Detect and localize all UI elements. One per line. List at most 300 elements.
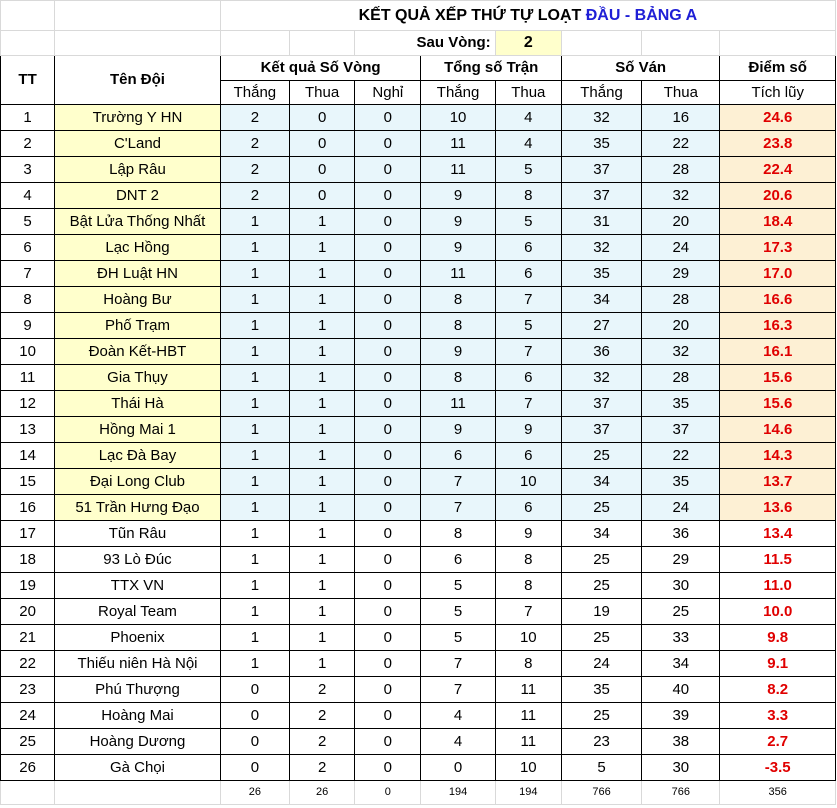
game-loss-cell[interactable]: 24 — [642, 495, 720, 521]
round-win-cell[interactable]: 1 — [220, 443, 289, 469]
header-points: Điểm số — [720, 56, 836, 81]
game-loss-cell[interactable]: 35 — [642, 391, 720, 417]
team-name-cell[interactable]: Tũn Râu — [55, 521, 221, 547]
game-win-cell[interactable]: 37 — [561, 391, 641, 417]
round-win-cell[interactable]: 1 — [220, 417, 289, 443]
round-loss-cell[interactable]: 1 — [290, 417, 355, 443]
game-loss-cell[interactable]: 20 — [642, 313, 720, 339]
points-cell[interactable]: 3.3 — [720, 703, 836, 729]
match-loss-cell[interactable]: 9 — [495, 417, 561, 443]
total-rw-cell[interactable]: 26 — [220, 781, 289, 805]
rank-cell[interactable]: 12 — [1, 391, 55, 417]
team-name-cell[interactable]: Hoàng Mai — [55, 703, 221, 729]
match-loss-cell[interactable]: 11 — [495, 677, 561, 703]
round-win-cell[interactable]: 0 — [220, 755, 289, 781]
match-win-cell[interactable]: 9 — [421, 417, 495, 443]
game-win-cell[interactable]: 37 — [561, 183, 641, 209]
round-loss-cell[interactable]: 1 — [290, 287, 355, 313]
team-name-cell[interactable]: Thiếu niên Hà Nội — [55, 651, 221, 677]
table-row — [1, 287, 836, 313]
round-rest-cell[interactable]: 0 — [355, 339, 421, 365]
game-loss-cell[interactable]: 33 — [642, 625, 720, 651]
team-name-cell[interactable]: Royal Team — [55, 599, 221, 625]
game-loss-cell[interactable]: 28 — [642, 365, 720, 391]
rank-cell[interactable]: 8 — [1, 287, 55, 313]
round-value[interactable]: 2 — [495, 31, 561, 56]
game-win-cell[interactable]: 37 — [561, 157, 641, 183]
points-cell[interactable]: 17.3 — [720, 235, 836, 261]
round-rest-cell[interactable]: 0 — [355, 365, 421, 391]
match-win-cell[interactable]: 11 — [421, 261, 495, 287]
rank-cell[interactable]: 6 — [1, 235, 55, 261]
game-win-cell[interactable]: 25 — [561, 625, 641, 651]
round-loss-cell[interactable]: 1 — [290, 469, 355, 495]
team-name-cell[interactable]: 93 Lò Đúc — [55, 547, 221, 573]
match-loss-cell[interactable]: 7 — [495, 339, 561, 365]
rank-cell[interactable]: 10 — [1, 339, 55, 365]
points-cell[interactable]: 17.0 — [720, 261, 836, 287]
game-loss-cell[interactable]: 22 — [642, 443, 720, 469]
round-loss-cell[interactable]: 1 — [290, 495, 355, 521]
points-cell[interactable]: 9.1 — [720, 651, 836, 677]
match-win-cell[interactable]: 6 — [421, 547, 495, 573]
match-win-cell[interactable]: 7 — [421, 469, 495, 495]
match-loss-cell[interactable]: 8 — [495, 651, 561, 677]
rank-cell[interactable]: 20 — [1, 599, 55, 625]
game-loss-cell[interactable]: 40 — [642, 677, 720, 703]
table-row — [1, 105, 836, 131]
game-win-cell[interactable]: 25 — [561, 703, 641, 729]
title-part-2: ĐẦU - BẢNG A — [585, 7, 698, 24]
points-cell[interactable]: 24.6 — [720, 105, 836, 131]
points-cell[interactable]: 20.6 — [720, 183, 836, 209]
game-win-cell[interactable]: 23 — [561, 729, 641, 755]
round-label: Sau Vòng: — [355, 31, 495, 56]
match-win-cell[interactable]: 9 — [421, 339, 495, 365]
game-loss-cell[interactable]: 30 — [642, 573, 720, 599]
game-loss-cell[interactable]: 29 — [642, 547, 720, 573]
round-loss-cell[interactable]: 1 — [290, 235, 355, 261]
round-win-cell[interactable]: 1 — [220, 573, 289, 599]
round-rest-cell[interactable]: 0 — [355, 443, 421, 469]
game-win-cell[interactable]: 31 — [561, 209, 641, 235]
round-rest-cell[interactable]: 0 — [355, 677, 421, 703]
match-loss-cell[interactable]: 10 — [495, 469, 561, 495]
rank-cell[interactable]: 19 — [1, 573, 55, 599]
round-win-cell[interactable]: 1 — [220, 599, 289, 625]
game-win-cell[interactable]: 24 — [561, 651, 641, 677]
points-cell[interactable]: 14.3 — [720, 443, 836, 469]
round-loss-cell[interactable]: 1 — [290, 261, 355, 287]
round-rest-cell[interactable]: 0 — [355, 235, 421, 261]
points-cell[interactable]: 16.6 — [720, 287, 836, 313]
match-win-cell[interactable]: 5 — [421, 573, 495, 599]
points-cell[interactable]: 16.3 — [720, 313, 836, 339]
match-loss-cell[interactable]: 6 — [495, 365, 561, 391]
round-rest-cell[interactable]: 0 — [355, 625, 421, 651]
game-loss-cell[interactable]: 28 — [642, 287, 720, 313]
game-win-cell[interactable]: 34 — [561, 469, 641, 495]
match-win-cell[interactable]: 5 — [421, 599, 495, 625]
round-rest-cell[interactable]: 0 — [355, 573, 421, 599]
game-loss-cell[interactable]: 20 — [642, 209, 720, 235]
table-row — [1, 599, 836, 625]
game-loss-cell[interactable]: 30 — [642, 755, 720, 781]
table-row — [1, 677, 836, 703]
sheet-title — [220, 1, 835, 31]
round-loss-cell[interactable]: 2 — [290, 677, 355, 703]
round-loss-cell[interactable]: 2 — [290, 729, 355, 755]
match-loss-cell[interactable]: 5 — [495, 313, 561, 339]
match-loss-cell[interactable]: 10 — [495, 755, 561, 781]
round-win-cell[interactable]: 2 — [220, 131, 289, 157]
game-win-cell[interactable]: 36 — [561, 339, 641, 365]
points-cell[interactable]: 14.6 — [720, 417, 836, 443]
rank-cell[interactable]: 4 — [1, 183, 55, 209]
round-rest-cell[interactable]: 0 — [355, 313, 421, 339]
game-loss-cell[interactable]: 24 — [642, 235, 720, 261]
subheader-round-loss: Thua — [290, 81, 355, 105]
match-loss-cell[interactable]: 7 — [495, 287, 561, 313]
game-win-cell[interactable]: 25 — [561, 573, 641, 599]
rank-cell[interactable]: 1 — [1, 105, 55, 131]
round-loss-cell[interactable]: 1 — [290, 547, 355, 573]
points-cell[interactable]: 15.6 — [720, 365, 836, 391]
team-name-cell[interactable]: C'Land — [55, 131, 221, 157]
game-win-cell[interactable]: 34 — [561, 521, 641, 547]
game-win-cell[interactable]: 25 — [561, 495, 641, 521]
header-tt: TT — [1, 56, 55, 105]
points-cell[interactable]: 13.6 — [720, 495, 836, 521]
match-win-cell[interactable]: 7 — [421, 651, 495, 677]
subheader-game-win: Thắng — [561, 81, 641, 105]
rank-cell[interactable]: 15 — [1, 469, 55, 495]
round-win-cell[interactable]: 1 — [220, 209, 289, 235]
round-rest-cell[interactable]: 0 — [355, 599, 421, 625]
empty-cell[interactable] — [1, 781, 55, 805]
round-win-cell[interactable]: 1 — [220, 391, 289, 417]
match-win-cell[interactable]: 0 — [421, 755, 495, 781]
points-cell[interactable]: 8.2 — [720, 677, 836, 703]
table-row — [1, 573, 836, 599]
round-win-cell[interactable]: 1 — [220, 365, 289, 391]
rank-cell[interactable]: 24 — [1, 703, 55, 729]
total-gw-cell[interactable]: 766 — [561, 781, 641, 805]
round-win-cell[interactable]: 1 — [220, 235, 289, 261]
table-row — [1, 547, 836, 573]
team-name-cell[interactable]: ĐH Luật HN — [55, 261, 221, 287]
rank-cell[interactable]: 14 — [1, 443, 55, 469]
round-win-cell[interactable]: 1 — [220, 547, 289, 573]
total-ml-cell[interactable]: 194 — [495, 781, 561, 805]
team-name-cell[interactable]: Gia Thụy — [55, 365, 221, 391]
subheader-cumulative: Tích lũy — [720, 81, 836, 105]
round-rest-cell[interactable]: 0 — [355, 105, 421, 131]
match-win-cell[interactable]: 10 — [421, 105, 495, 131]
round-win-cell[interactable]: 1 — [220, 625, 289, 651]
points-cell[interactable]: 13.4 — [720, 521, 836, 547]
table-row — [1, 417, 836, 443]
game-loss-cell[interactable]: 32 — [642, 183, 720, 209]
team-name-cell[interactable]: TTX VN — [55, 573, 221, 599]
round-win-cell[interactable]: 2 — [220, 105, 289, 131]
rank-cell[interactable]: 21 — [1, 625, 55, 651]
rank-cell[interactable]: 9 — [1, 313, 55, 339]
game-win-cell[interactable]: 19 — [561, 599, 641, 625]
round-win-cell[interactable]: 0 — [220, 729, 289, 755]
match-loss-cell[interactable]: 11 — [495, 703, 561, 729]
team-name-cell[interactable]: Phú Thượng — [55, 677, 221, 703]
team-name-cell[interactable]: Thái Hà — [55, 391, 221, 417]
title-part-1: KẾT QUẢ XẾP THỨ TỰ LOẠT — [358, 7, 586, 24]
points-cell[interactable]: 13.7 — [720, 469, 836, 495]
team-name-cell[interactable]: Hồng Mai 1 — [55, 417, 221, 443]
team-name-cell[interactable]: Gà Chọi — [55, 755, 221, 781]
round-rest-cell[interactable]: 0 — [355, 131, 421, 157]
round-rest-cell[interactable]: 0 — [355, 651, 421, 677]
points-cell[interactable]: 9.8 — [720, 625, 836, 651]
game-loss-cell[interactable]: 38 — [642, 729, 720, 755]
points-cell[interactable]: 11.0 — [720, 573, 836, 599]
points-cell[interactable]: -3.5 — [720, 755, 836, 781]
team-name-cell[interactable]: Đoàn Kết-HBT — [55, 339, 221, 365]
round-rest-cell[interactable]: 0 — [355, 287, 421, 313]
game-win-cell[interactable]: 25 — [561, 547, 641, 573]
team-name-cell[interactable]: 51 Trần Hưng Đạo — [55, 495, 221, 521]
table-row — [1, 495, 836, 521]
match-loss-cell[interactable]: 5 — [495, 157, 561, 183]
round-rest-cell[interactable]: 0 — [355, 417, 421, 443]
round-loss-cell[interactable]: 1 — [290, 391, 355, 417]
round-win-cell[interactable]: 0 — [220, 677, 289, 703]
game-loss-cell[interactable]: 22 — [642, 131, 720, 157]
round-rest-cell[interactable]: 0 — [355, 521, 421, 547]
team-name-cell[interactable]: Lạc Đà Bay — [55, 443, 221, 469]
round-rest-cell[interactable]: 0 — [355, 209, 421, 235]
rank-cell[interactable]: 22 — [1, 651, 55, 677]
round-win-cell[interactable]: 2 — [220, 157, 289, 183]
game-win-cell[interactable]: 32 — [561, 105, 641, 131]
round-rest-cell[interactable]: 0 — [355, 157, 421, 183]
rank-cell[interactable]: 5 — [1, 209, 55, 235]
round-rest-cell[interactable]: 0 — [355, 261, 421, 287]
team-name-cell[interactable]: Lập Râu — [55, 157, 221, 183]
header-games: Số Ván — [561, 56, 720, 81]
match-loss-cell[interactable]: 7 — [495, 599, 561, 625]
round-win-cell[interactable]: 1 — [220, 651, 289, 677]
game-win-cell[interactable]: 35 — [561, 131, 641, 157]
game-loss-cell[interactable]: 34 — [642, 651, 720, 677]
match-win-cell[interactable]: 11 — [421, 157, 495, 183]
match-loss-cell[interactable]: 8 — [495, 547, 561, 573]
round-win-cell[interactable]: 0 — [220, 703, 289, 729]
match-win-cell[interactable]: 7 — [421, 677, 495, 703]
match-win-cell[interactable]: 9 — [421, 183, 495, 209]
game-loss-cell[interactable]: 25 — [642, 599, 720, 625]
match-win-cell[interactable]: 8 — [421, 287, 495, 313]
round-loss-cell[interactable]: 2 — [290, 703, 355, 729]
round-loss-cell[interactable]: 1 — [290, 443, 355, 469]
round-win-cell[interactable]: 1 — [220, 521, 289, 547]
round-rest-cell[interactable]: 0 — [355, 469, 421, 495]
game-win-cell[interactable]: 34 — [561, 287, 641, 313]
rank-cell[interactable]: 23 — [1, 677, 55, 703]
match-win-cell[interactable]: 5 — [421, 625, 495, 651]
total-gl-cell[interactable]: 766 — [642, 781, 720, 805]
team-name-cell[interactable]: DNT 2 — [55, 183, 221, 209]
subheader-game-loss: Thua — [642, 81, 720, 105]
team-name-cell[interactable]: Phoenix — [55, 625, 221, 651]
total-rl-cell[interactable]: 26 — [290, 781, 355, 805]
match-win-cell[interactable]: 4 — [421, 729, 495, 755]
match-win-cell[interactable]: 11 — [421, 391, 495, 417]
game-loss-cell[interactable]: 35 — [642, 469, 720, 495]
team-name-cell[interactable]: Đại Long Club — [55, 469, 221, 495]
round-loss-cell[interactable]: 0 — [290, 131, 355, 157]
game-win-cell[interactable]: 35 — [561, 261, 641, 287]
match-loss-cell[interactable]: 6 — [495, 443, 561, 469]
team-name-cell[interactable]: Bật Lửa Thống Nhất — [55, 209, 221, 235]
rank-cell[interactable]: 3 — [1, 157, 55, 183]
total-rr-cell[interactable]: 0 — [355, 781, 421, 805]
rank-cell[interactable]: 13 — [1, 417, 55, 443]
match-win-cell[interactable]: 6 — [421, 443, 495, 469]
table-row — [1, 625, 836, 651]
total-mw-cell[interactable]: 194 — [421, 781, 495, 805]
rank-cell[interactable]: 7 — [1, 261, 55, 287]
table-row — [1, 391, 836, 417]
round-win-cell[interactable]: 1 — [220, 313, 289, 339]
round-win-cell[interactable]: 1 — [220, 495, 289, 521]
match-loss-cell[interactable]: 8 — [495, 573, 561, 599]
match-loss-cell[interactable]: 9 — [495, 521, 561, 547]
match-loss-cell[interactable]: 8 — [495, 183, 561, 209]
match-win-cell[interactable]: 9 — [421, 209, 495, 235]
match-loss-cell[interactable]: 6 — [495, 495, 561, 521]
points-cell[interactable]: 16.1 — [720, 339, 836, 365]
team-name-cell[interactable]: Lạc Hồng — [55, 235, 221, 261]
match-loss-cell[interactable]: 5 — [495, 209, 561, 235]
round-loss-cell[interactable]: 0 — [290, 105, 355, 131]
round-loss-cell[interactable]: 1 — [290, 521, 355, 547]
round-win-cell[interactable]: 2 — [220, 183, 289, 209]
game-loss-cell[interactable]: 16 — [642, 105, 720, 131]
rank-cell[interactable]: 11 — [1, 365, 55, 391]
round-win-cell[interactable]: 1 — [220, 287, 289, 313]
round-loss-cell[interactable]: 1 — [290, 365, 355, 391]
match-loss-cell[interactable]: 10 — [495, 625, 561, 651]
round-loss-cell[interactable]: 1 — [290, 599, 355, 625]
team-name-cell[interactable]: Hoàng Bư — [55, 287, 221, 313]
match-loss-cell[interactable]: 6 — [495, 235, 561, 261]
rank-cell[interactable]: 26 — [1, 755, 55, 781]
match-win-cell[interactable]: 11 — [421, 131, 495, 157]
round-loss-cell[interactable]: 2 — [290, 755, 355, 781]
empty-cell[interactable] — [55, 781, 221, 805]
round-loss-cell[interactable]: 1 — [290, 625, 355, 651]
table-row — [1, 729, 836, 755]
team-name-cell[interactable]: Trường Y HN — [55, 105, 221, 131]
round-rest-cell[interactable]: 0 — [355, 755, 421, 781]
round-row — [1, 31, 836, 56]
match-loss-cell[interactable]: 4 — [495, 105, 561, 131]
title-row — [1, 1, 836, 31]
rank-cell[interactable]: 16 — [1, 495, 55, 521]
points-cell[interactable]: 15.6 — [720, 391, 836, 417]
round-loss-cell[interactable]: 0 — [290, 157, 355, 183]
match-win-cell[interactable]: 7 — [421, 495, 495, 521]
round-win-cell[interactable]: 1 — [220, 261, 289, 287]
match-win-cell[interactable]: 8 — [421, 313, 495, 339]
match-loss-cell[interactable]: 11 — [495, 729, 561, 755]
rank-cell[interactable]: 2 — [1, 131, 55, 157]
points-cell[interactable]: 23.8 — [720, 131, 836, 157]
match-loss-cell[interactable]: 6 — [495, 261, 561, 287]
game-loss-cell[interactable]: 32 — [642, 339, 720, 365]
round-rest-cell[interactable]: 0 — [355, 391, 421, 417]
game-loss-cell[interactable]: 29 — [642, 261, 720, 287]
game-win-cell[interactable]: 32 — [561, 365, 641, 391]
game-win-cell[interactable]: 37 — [561, 417, 641, 443]
round-loss-cell[interactable]: 1 — [290, 313, 355, 339]
round-loss-cell[interactable]: 0 — [290, 183, 355, 209]
game-loss-cell[interactable]: 28 — [642, 157, 720, 183]
game-win-cell[interactable]: 27 — [561, 313, 641, 339]
match-win-cell[interactable]: 8 — [421, 365, 495, 391]
points-cell[interactable]: 22.4 — [720, 157, 836, 183]
header-row — [1, 56, 836, 81]
game-win-cell[interactable]: 35 — [561, 677, 641, 703]
team-name-cell[interactable]: Hoàng Dương — [55, 729, 221, 755]
rank-cell[interactable]: 18 — [1, 547, 55, 573]
points-cell[interactable]: 18.4 — [720, 209, 836, 235]
points-cell[interactable]: 2.7 — [720, 729, 836, 755]
team-name-cell[interactable]: Phố Trạm — [55, 313, 221, 339]
game-loss-cell[interactable]: 36 — [642, 521, 720, 547]
points-cell[interactable]: 11.5 — [720, 547, 836, 573]
rank-cell[interactable]: 25 — [1, 729, 55, 755]
round-rest-cell[interactable]: 0 — [355, 183, 421, 209]
game-loss-cell[interactable]: 37 — [642, 417, 720, 443]
round-rest-cell[interactable]: 0 — [355, 729, 421, 755]
round-rest-cell[interactable]: 0 — [355, 495, 421, 521]
match-loss-cell[interactable]: 4 — [495, 131, 561, 157]
total-pts-cell[interactable]: 356 — [720, 781, 836, 805]
game-loss-cell[interactable]: 39 — [642, 703, 720, 729]
match-win-cell[interactable]: 4 — [421, 703, 495, 729]
table-row — [1, 339, 836, 365]
round-loss-cell[interactable]: 1 — [290, 209, 355, 235]
match-win-cell[interactable]: 9 — [421, 235, 495, 261]
table-row — [1, 755, 836, 781]
round-rest-cell[interactable]: 0 — [355, 703, 421, 729]
rank-cell[interactable]: 17 — [1, 521, 55, 547]
table-row — [1, 157, 836, 183]
match-loss-cell[interactable]: 7 — [495, 391, 561, 417]
match-win-cell[interactable]: 8 — [421, 521, 495, 547]
round-loss-cell[interactable]: 1 — [290, 651, 355, 677]
game-win-cell[interactable]: 32 — [561, 235, 641, 261]
subheader-round-win: Thắng — [220, 81, 289, 105]
points-cell[interactable]: 10.0 — [720, 599, 836, 625]
round-rest-cell[interactable]: 0 — [355, 547, 421, 573]
round-loss-cell[interactable]: 1 — [290, 573, 355, 599]
round-loss-cell[interactable]: 1 — [290, 339, 355, 365]
round-win-cell[interactable]: 1 — [220, 469, 289, 495]
round-win-cell[interactable]: 1 — [220, 339, 289, 365]
game-win-cell[interactable]: 25 — [561, 443, 641, 469]
game-win-cell[interactable]: 5 — [561, 755, 641, 781]
